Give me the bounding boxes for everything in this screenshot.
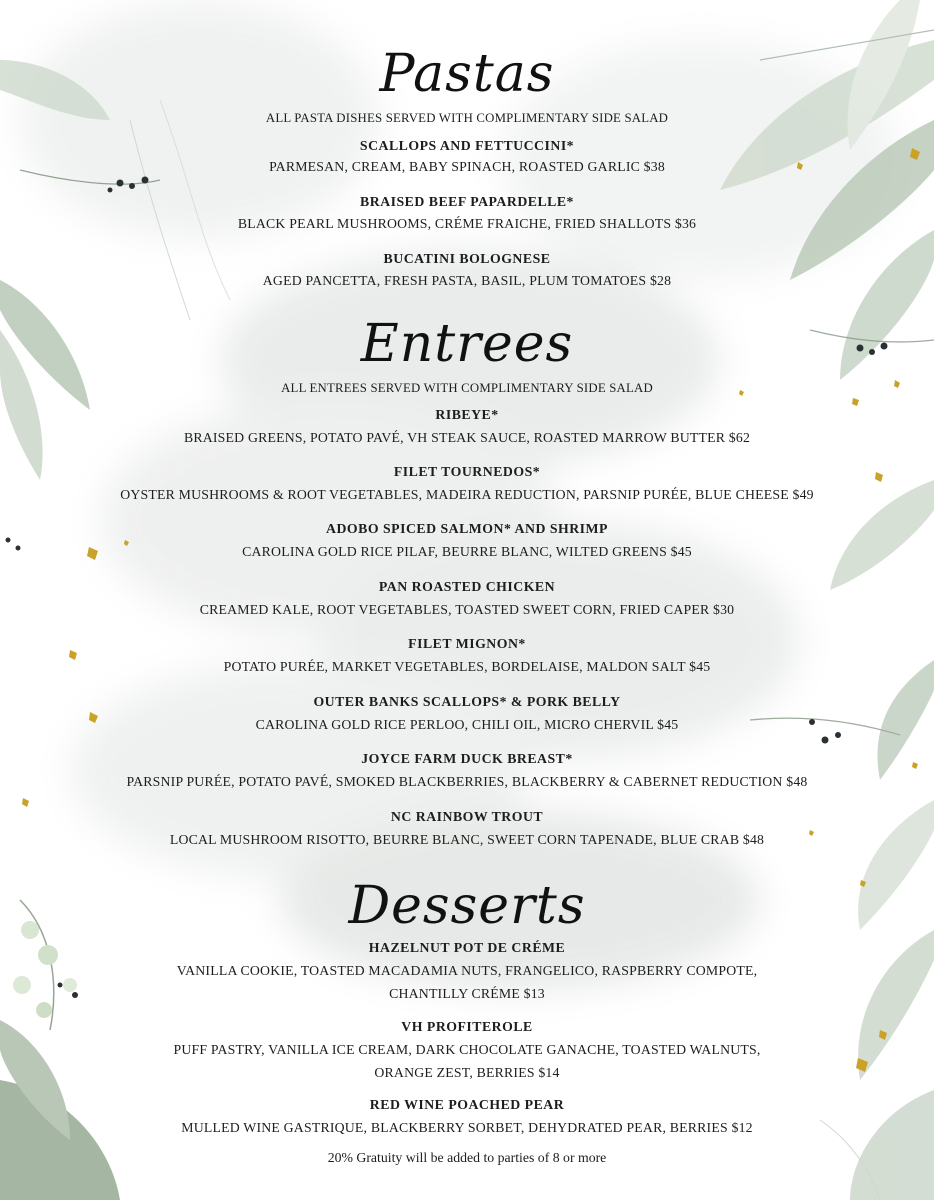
menu-item-name: OUTER BANKS SCALLOPS* & PORK BELLY <box>313 694 621 709</box>
menu-item-description: VANILLA COOKIE, TOASTED MACADAMIA NUTS, FRANGELICO, RASPBERRY COMPOTE, <box>176 963 758 978</box>
menu-item-name: VH PROFITEROLE <box>401 1019 533 1034</box>
menu-item-description: PARSNIP PURÉE, POTATO PAVÉ, SMOKED BLACKBERRIES, BLACKBERRY & CABERNET REDUCTION $48 <box>126 774 808 789</box>
entrees-heading: Entrees <box>360 314 574 374</box>
menu-item-description: OYSTER MUSHROOMS & ROOT VEGETABLES, MADEIRA REDUCTION, PARSNIP PURÉE, BLUE CHEESE $49 <box>120 487 814 502</box>
menu-item-description: AGED PANCETTA, FRESH PASTA, BASIL, PLUM TOMATOES $28 <box>262 273 672 288</box>
menu-item-description: CAROLINA GOLD RICE PILAF, BEURRE BLANC, WILTED GREENS $45 <box>242 544 692 559</box>
menu-item-name: NC RAINBOW TROUT <box>390 809 544 824</box>
menu-item-name: SCALLOPS AND FETTUCCINI* <box>359 138 575 153</box>
menu-item-name: JOYCE FARM DUCK BREAST* <box>361 751 573 766</box>
menu-item-description: CHANTILLY CRÉME $13 <box>389 986 545 1001</box>
menu-item-name: RED WINE POACHED PEAR <box>369 1097 565 1112</box>
menu-item-description: CREAMED KALE, ROOT VEGETABLES, TOASTED SWEET CORN, FRIED CAPER $30 <box>199 602 735 617</box>
menu-item-name: PAN ROASTED CHICKEN <box>378 579 556 594</box>
pastas-heading: Pastas <box>379 44 555 104</box>
menu-item-description: MULLED WINE GASTRIQUE, BLACKBERRY SORBET, DEHYDRATED PEAR, BERRIES $12 <box>181 1120 753 1135</box>
menu-item-description: ORANGE ZEST, BERRIES $14 <box>374 1065 560 1080</box>
menu-item-name: FILET MIGNON* <box>408 636 526 651</box>
pastas-note: ALL PASTA DISHES SERVED WITH COMPLIMENTARY SIDE SALAD <box>265 111 669 125</box>
menu-item-description: PUFF PASTRY, VANILLA ICE CREAM, DARK CHOCOLATE GANACHE, TOASTED WALNUTS, <box>173 1042 761 1057</box>
entrees-note: ALL ENTREES SERVED WITH COMPLIMENTARY SIDE SALAD <box>281 381 653 395</box>
menu-item-description: CAROLINA GOLD RICE PERLOO, CHILI OIL, MICRO CHERVIL $45 <box>255 717 679 732</box>
menu-item-description: LOCAL MUSHROOM RISOTTO, BEURRE BLANC, SWEET CORN TAPENADE, BLUE CRAB $48 <box>169 832 765 847</box>
menu-item-name: HAZELNUT POT DE CRÉME <box>368 940 566 955</box>
menu-item-description: BLACK PEARL MUSHROOMS, CRÉME FRAICHE, FRIED SHALLOTS $36 <box>237 216 697 231</box>
menu-item-name: BRAISED BEEF PAPARDELLE* <box>360 194 574 209</box>
menu-item-name: ADOBO SPICED SALMON* AND SHRIMP <box>326 521 608 536</box>
menu-item-name: FILET TOURNEDOS* <box>393 464 541 479</box>
menu-item-description: BRAISED GREENS, POTATO PAVÉ, VH STEAK SAUCE, ROASTED MARROW BUTTER $62 <box>183 430 751 445</box>
menu-item-description: PARMESAN, CREAM, BABY SPINACH, ROASTED GARLIC $38 <box>269 159 665 174</box>
desserts-heading: Desserts <box>348 876 586 936</box>
menu-item-name: BUCATINI BOLOGNESE <box>383 251 551 266</box>
gratuity-note: 20% Gratuity will be added to parties of 8 or more <box>327 1150 607 1165</box>
menu-item-description: POTATO PURÉE, MARKET VEGETABLES, BORDELAISE, MALDON SALT $45 <box>223 659 711 674</box>
menu-item-name: RIBEYE* <box>435 407 499 422</box>
